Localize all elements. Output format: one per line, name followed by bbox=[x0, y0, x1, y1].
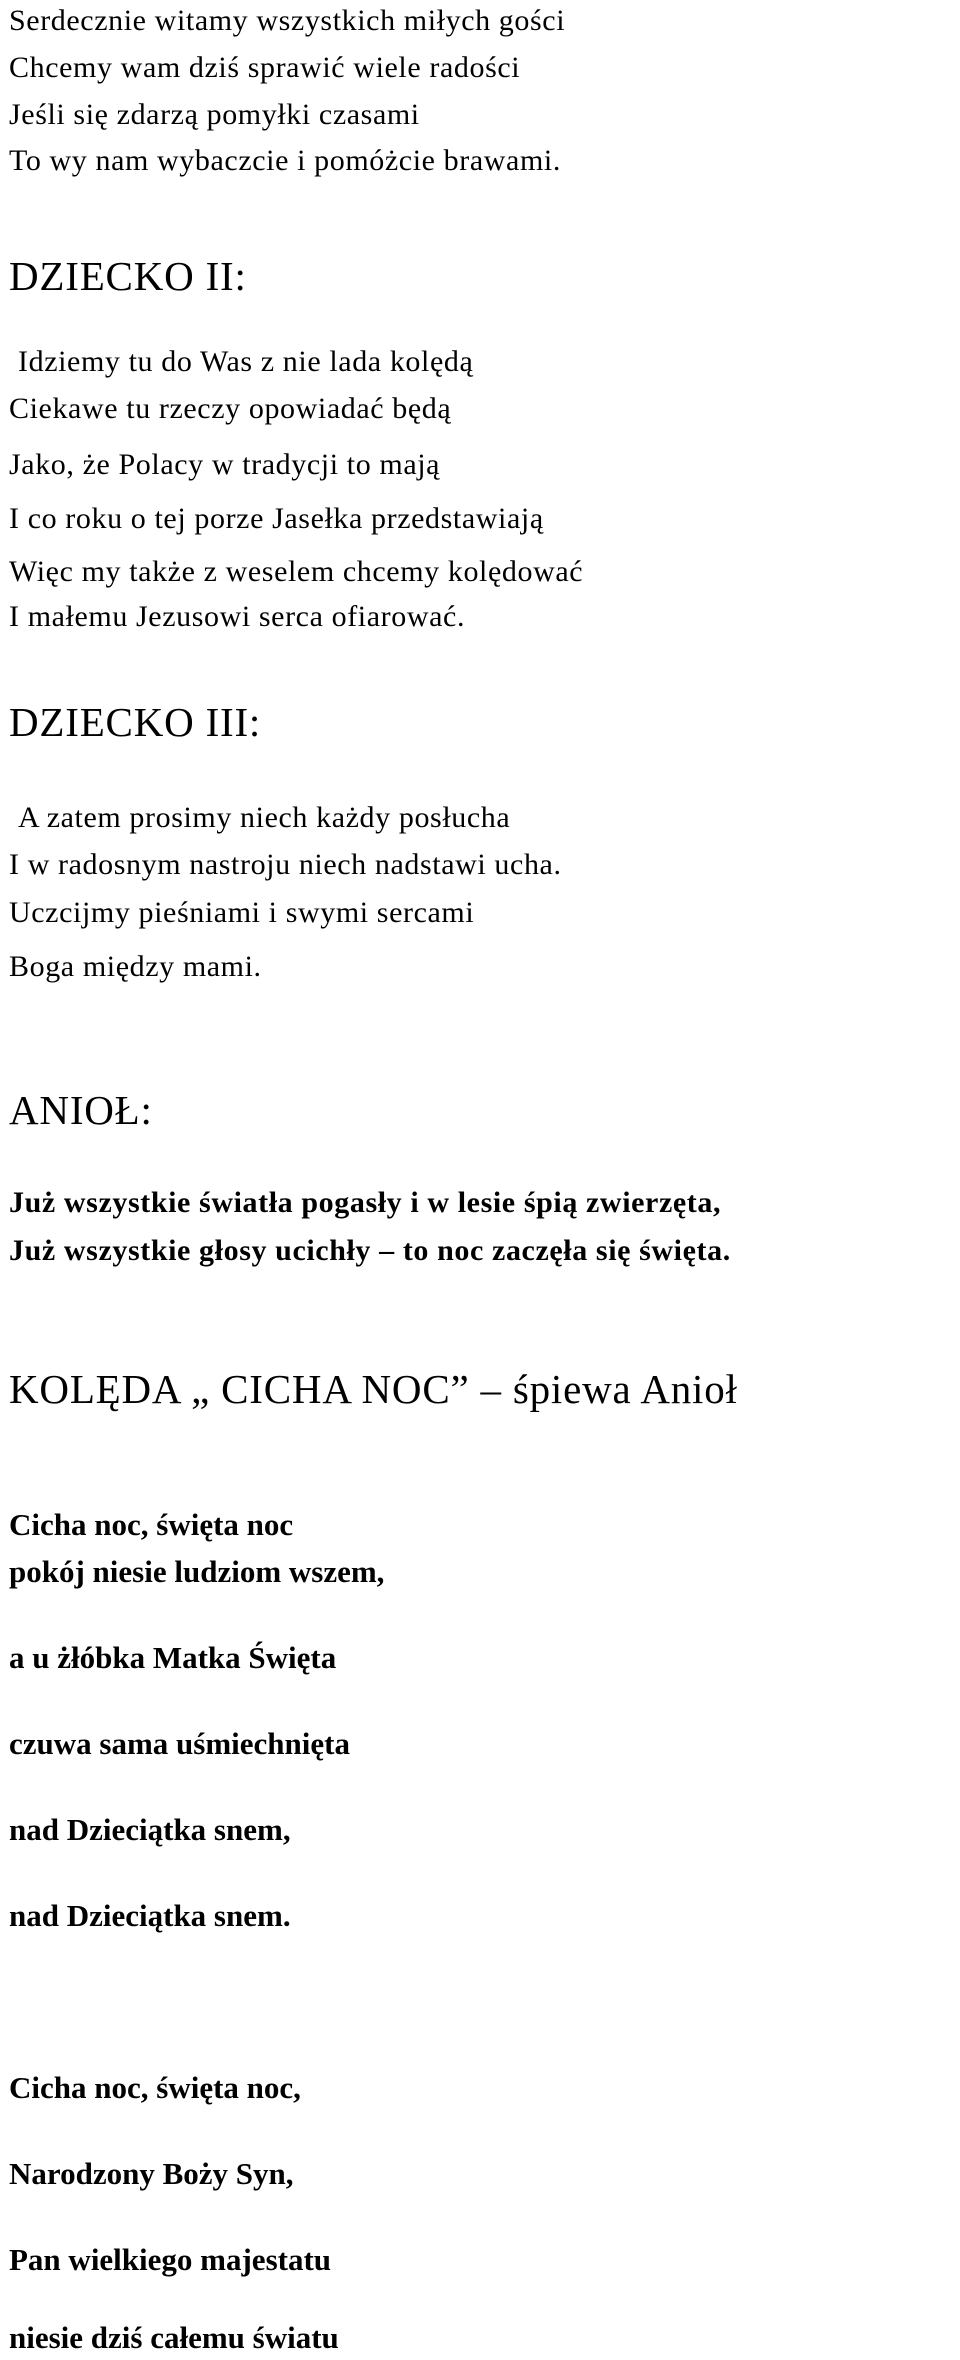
carol-line: Narodzony Boży Syn, bbox=[9, 2156, 294, 2191]
child3-line: Boga między mami. bbox=[9, 950, 262, 983]
carol-line: Cicha noc, święta noc bbox=[9, 1507, 294, 1542]
intro-line: Jeśli się zdarzą pomyłki czasami bbox=[9, 98, 420, 131]
angel-line: Już wszystkie głosy ucichły – to noc zaczęła się święta. bbox=[9, 1234, 731, 1267]
carol-line: Cicha noc, święta noc, bbox=[9, 2070, 301, 2105]
section-heading-angel: ANIOŁ: bbox=[9, 1087, 153, 1133]
child2-line: I co roku o tej porze Jasełka przedstawiają bbox=[9, 502, 544, 535]
angel-line: Już wszystkie światła pogasły i w lesie śpią zwierzęta, bbox=[9, 1186, 722, 1219]
section-heading-child2: DZIECKO II: bbox=[9, 253, 247, 299]
carol-line: niesie dziś całemu światu bbox=[9, 2320, 339, 2355]
carol-heading: KOLĘDA „ CICHA NOC” – śpiewa Anioł bbox=[9, 1366, 738, 1412]
child2-line: Ciekawe tu rzeczy opowiadać będą bbox=[9, 392, 452, 425]
intro-line: Chcemy wam dziś sprawić wiele radości bbox=[9, 51, 521, 84]
child2-line: I małemu Jezusowi serca ofiarować. bbox=[9, 600, 466, 633]
carol-line: nad Dzieciątka snem. bbox=[9, 1898, 291, 1933]
section-heading-child3: DZIECKO III: bbox=[9, 699, 262, 745]
child3-line: A zatem prosimy niech każdy posłucha bbox=[18, 801, 511, 834]
carol-line: pokój niesie ludziom wszem, bbox=[9, 1554, 385, 1589]
intro-line: To wy nam wybaczcie i pomóżcie brawami. bbox=[9, 144, 561, 177]
carol-line: a u żłóbka Matka Święta bbox=[9, 1640, 337, 1675]
child3-line: Uczcijmy pieśniami i swymi sercami bbox=[9, 896, 475, 929]
carol-line: nad Dzieciątka snem, bbox=[9, 1812, 291, 1847]
carol-line: Pan wielkiego majestatu bbox=[9, 2242, 332, 2277]
child2-line: Więc my także z weselem chcemy kolędować bbox=[9, 555, 584, 588]
carol-line: czuwa sama uśmiechnięta bbox=[9, 1726, 350, 1761]
child2-line: Idziemy tu do Was z nie lada kolędą bbox=[18, 345, 474, 378]
child2-line: Jako, że Polacy w tradycji to mają bbox=[9, 448, 441, 481]
child3-line: I w radosnym nastroju niech nadstawi ucha. bbox=[9, 848, 562, 881]
intro-line: Serdecznie witamy wszystkich miłych gości bbox=[9, 4, 566, 37]
